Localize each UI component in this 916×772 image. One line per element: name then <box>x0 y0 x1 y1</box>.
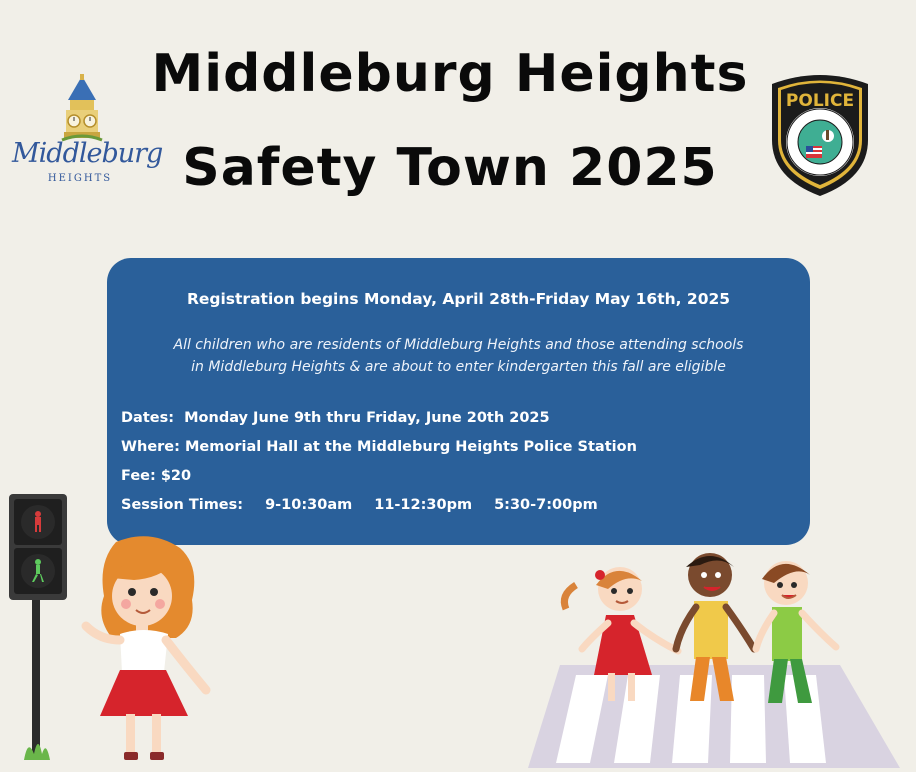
city-logo <box>12 74 163 192</box>
fee-value: $20 <box>155 468 192 484</box>
eligibility-line-1: All children who are residents of Middleburg Heights and those attending schools <box>173 337 744 353</box>
clock-tower-icon <box>60 74 104 148</box>
police-badge <box>764 70 876 198</box>
title-line-1: Middleburg Heights <box>151 44 749 104</box>
city-logo-name: Middleburg <box>12 138 163 169</box>
where-label: Where: <box>121 439 180 455</box>
city-logo-subname: HEIGHTS <box>47 173 113 184</box>
where-value: Memorial Hall at the Middleburg Heights Police Station <box>179 439 637 455</box>
eligibility-line-2: in Middleburg Heights & are about to enter kindergarten this fall are eligible <box>191 359 726 375</box>
fee-row <box>121 466 801 495</box>
crosswalk-illustration <box>520 545 916 768</box>
info-box <box>107 258 810 545</box>
session-label: Session Times: <box>121 497 244 513</box>
details-list <box>121 408 801 524</box>
session-time-3: 5:30-7:00pm <box>494 497 598 513</box>
girl-illustration <box>60 534 220 768</box>
session-row <box>121 495 801 524</box>
where-row <box>121 437 801 466</box>
fee-label: Fee: <box>121 468 156 484</box>
title-line-2: Safety Town 2025 <box>182 138 718 198</box>
police-badge-icon <box>764 70 876 198</box>
page-title <box>150 44 750 198</box>
dates-value: Monday June 9th thru Friday, June 20th 2025 <box>174 410 550 426</box>
dates-row <box>121 408 801 437</box>
eligibility-text <box>127 334 790 378</box>
dates-label: Dates: <box>121 410 175 426</box>
session-time-1: 9-10:30am <box>265 497 353 513</box>
badge-top-text: POLICE <box>785 91 855 111</box>
registration-text: Registration begins Monday, April 28th-Friday May 16th, 2025 <box>186 290 731 308</box>
session-time-2: 11-12:30pm <box>374 497 473 513</box>
